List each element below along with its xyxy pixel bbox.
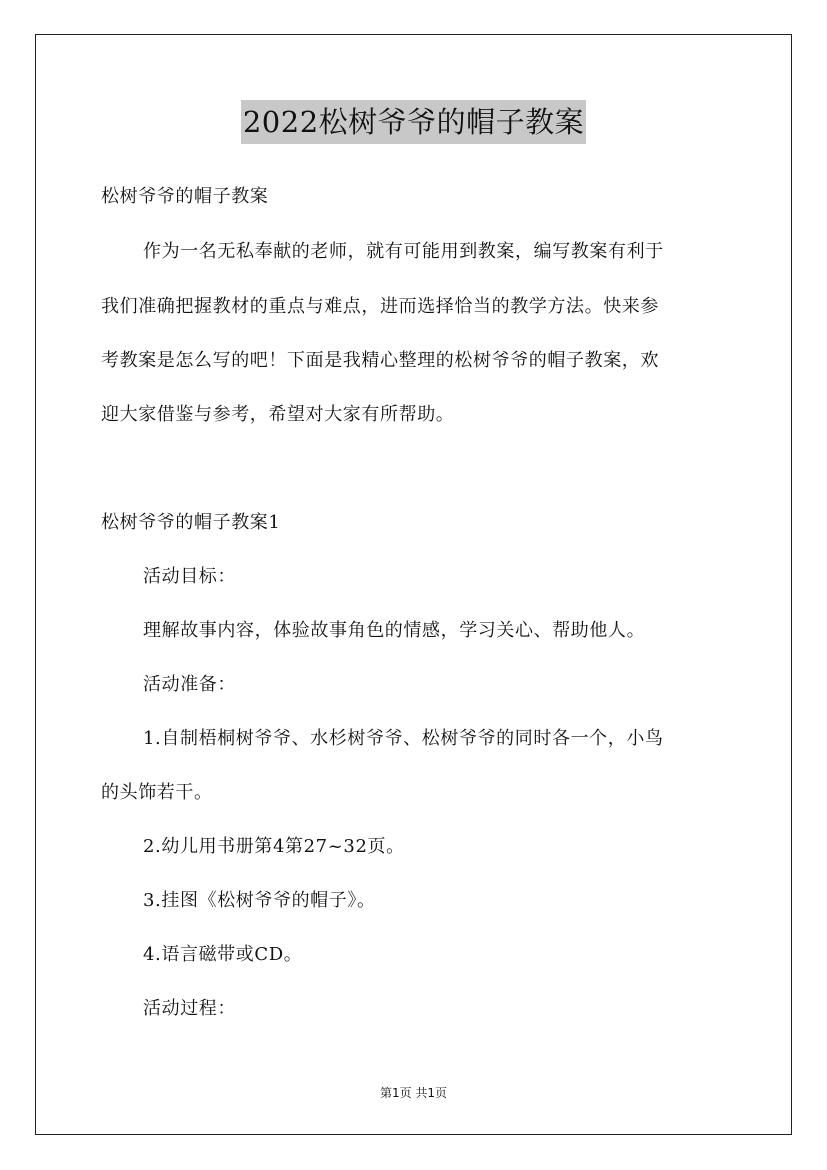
intro-line-1: 作为一名无私奉献的老师，就有可能用到教案，编写教案有利于 (143, 241, 664, 262)
prep-item-2: 2.幼儿用书册第4第27~32页。 (143, 836, 405, 857)
process-heading: 活动过程： (143, 998, 236, 1019)
title-container (0, 100, 827, 144)
prep-heading: 活动准备： (143, 674, 236, 695)
document-title: 2022松树爷爷的帽子教案 (241, 100, 586, 144)
intro-line-4: 迎大家借鉴与参考，希望对大家有所帮助。 (101, 404, 455, 425)
prep-item-4: 4.语言磁带或CD。 (143, 944, 303, 965)
page-footer: 第1页 共1页 (379, 1086, 448, 1100)
goal-text: 理解故事内容，体验故事角色的情感，学习关心、帮助他人。 (143, 620, 646, 641)
intro-line-2: 我们准确把握教材的重点与难点，进而选择恰当的教学方法。快来参 (101, 296, 659, 317)
prep-item-1-cont: 的头饰若干。 (101, 782, 213, 803)
prep-item-3: 3.挂图《松树爷爷的帽子》。 (143, 890, 376, 911)
goal-heading: 活动目标： (143, 566, 236, 587)
prep-item-1: 1.自制梧桐树爷爷、水杉树爷爷、松树爷爷的同时各一个，小鸟 (143, 728, 664, 749)
document-subtitle: 松树爷爷的帽子教案 (101, 186, 269, 207)
section-title: 松树爷爷的帽子教案1 (101, 512, 281, 533)
intro-line-3: 考教案是怎么写的吧！下面是我精心整理的松树爷爷的帽子教案，欢 (101, 350, 659, 371)
